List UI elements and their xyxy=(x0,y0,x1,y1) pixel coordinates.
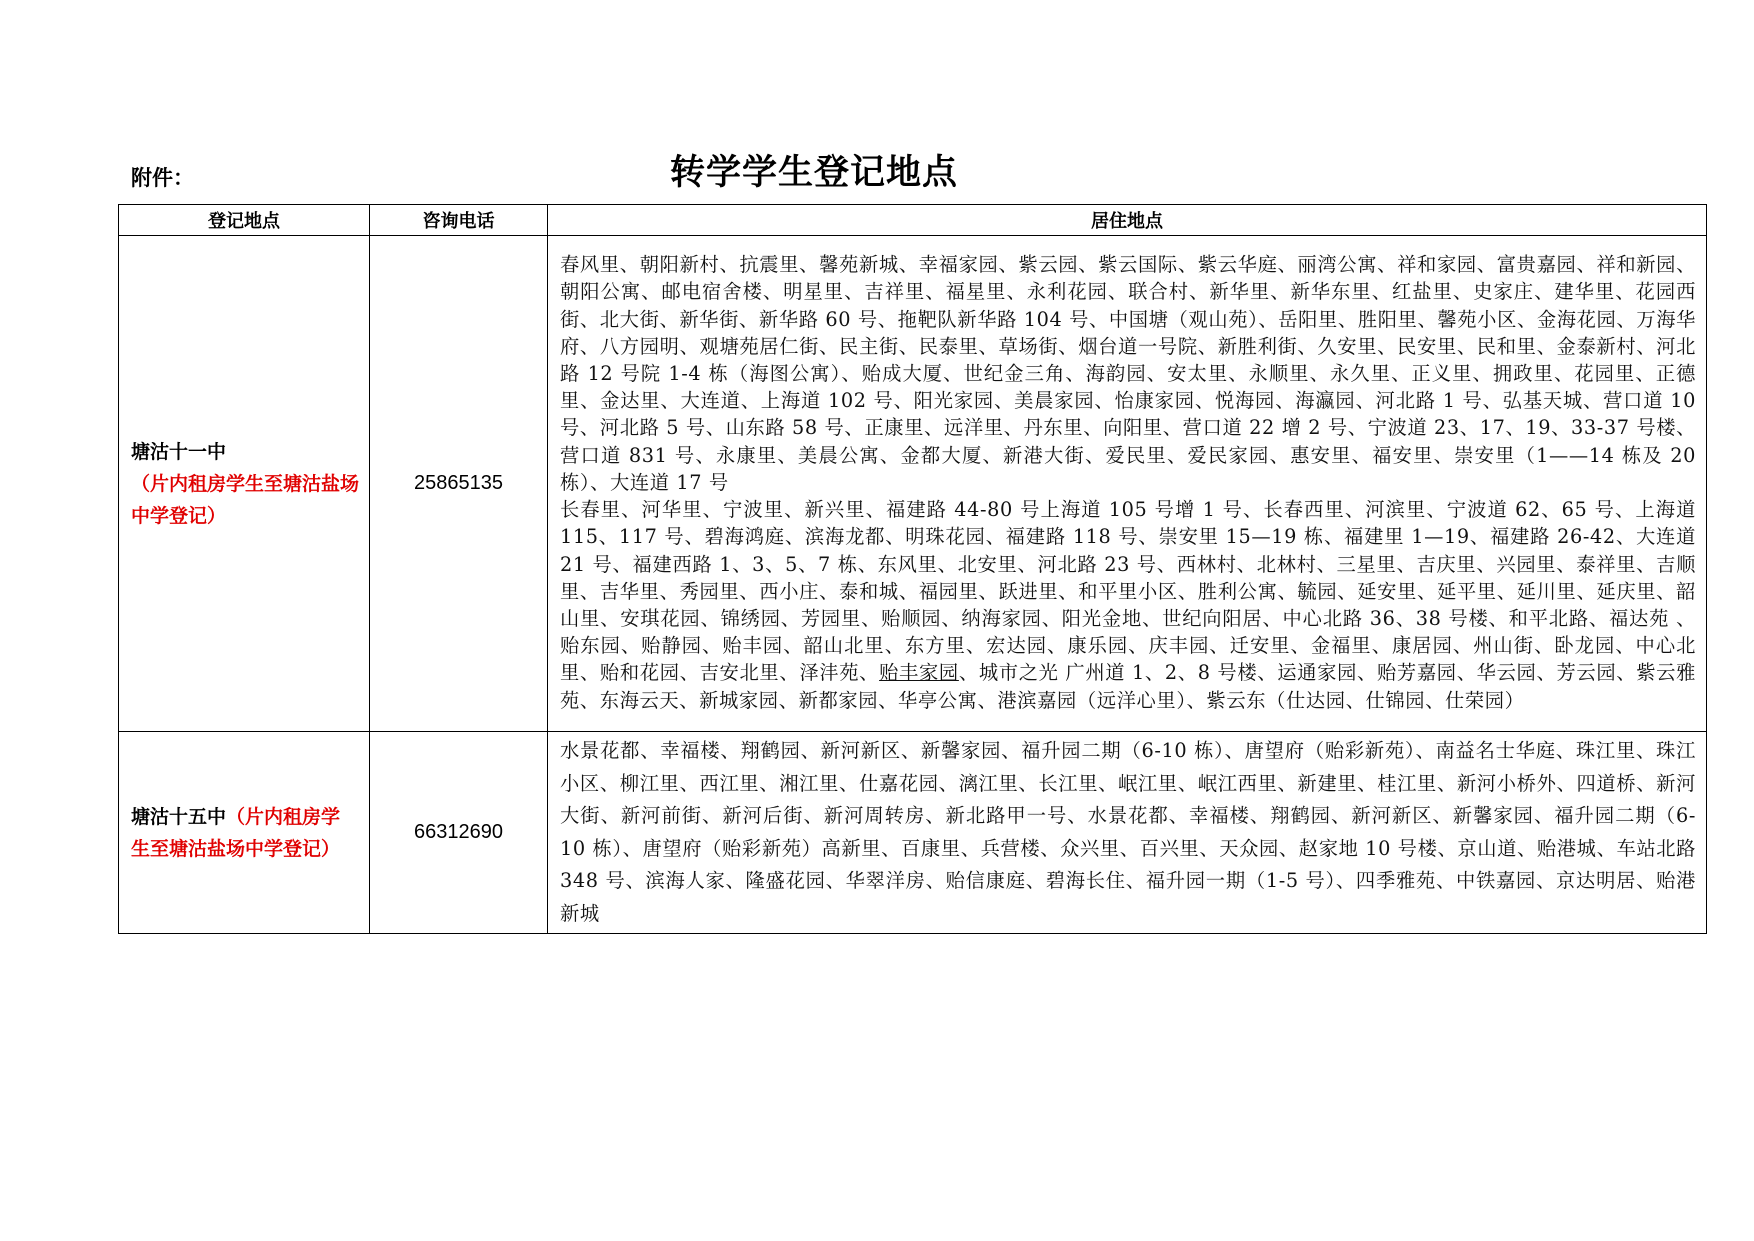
table-header-row xyxy=(119,205,1707,236)
school-name: 塘沽十一中 xyxy=(131,440,227,463)
column-header-residence: 居住地点 xyxy=(548,205,1707,236)
registration-table xyxy=(118,204,1707,934)
address-paragraph: 水景花都、幸福楼、翔鹤园、新河新区、新馨家园、福升园二期（6-10 栋）、唐望府（贻彩新苑）、南益名士华庭、珠江里、珠江小区、柳江里、西江里、湘江里、仕嘉花园、漓江里、长江里、岷江里、岷江西里、新建里、桂江里、新河小桥外、四道桥、新河大街、新河前街、新河后街、新河周转房、新北路甲一号、水景花都、幸福楼、翔鹤园、新河新区、新馨家园、福升园二期（6-10 栋）、唐望府（贻彩新苑）高新里、百康里、兵营楼、众兴里、百兴里、天众园、赵家地 10 号楼、京山道、贻港城、车站北路 348 号、滨海人家、隆盛花园、华翠洋房、贻信康庭、碧海长住、福升园一期（1-5 号）、四季雅苑、中铁嘉园、京达明居、贻港新城 xyxy=(560,739,1696,925)
school-cell xyxy=(119,732,370,934)
attachment-label: 附件： xyxy=(131,166,194,190)
column-header-location: 登记地点 xyxy=(119,205,370,236)
address-text: 、城市之光 广州道 1、2、8 号楼、运通家园、贻芳嘉园、华云园、芳云园、紫云雅苑、东海云天、新城家园、新都家园、华亭公寓、港滨嘉园（远洋心里）、紫云东（仕达园、仕锦园、仕荣园） xyxy=(560,661,1696,712)
address-paragraph xyxy=(560,496,1696,714)
address-paragraph: 春风里、朝阳新村、抗震里、馨苑新城、幸福家园、紫云园、紫云国际、紫云华庭、丽湾公寓、祥和家园、富贵嘉园、祥和新园、朝阳公寓、邮电宿舍楼、明星里、吉祥里、福星里、永利花园、联合村、新华里、新华东里、红盐里、史家庄、建华里、花园西街、北大街、新华街、新华路 60 号、拖靶队新华路 104 号、中国塘（观山苑）、岳阳里、胜阳里、馨苑小区、金海花园、万海华府、八方园明、观塘苑居仁街、民主街、民泰里、草场街、烟台道一号院、新胜利街、久安里、民安里、民和里、金泰新村、河北路 12 号院 1-4 栋（海图公寓）、贻成大厦、世纪金三角、海韵园、安太里、永顺里、永久里、正义里、拥政里、花园里、正德里、金达里、大连道、上海道 102 号、阳光家园、美晨家园、怡康家园、悦海园、海瀛园、河北路 1 号、弘基天城、营口道 10 号、河北路 5 号、山东路 58 号、正康里、远洋里、丹东里、向阳里、营口道 22 增 2 号、宁波道 23、17、19、33-37 号楼、营口道 831 号、永康里、美晨公寓、金都大厦、新港大街、爱民里、爱民家园、惠安里、福安里、崇安里（1——14 栋及 20 栋）、大连道 17 号 xyxy=(560,253,1696,494)
school-cell xyxy=(119,236,370,732)
underlined-address: 贻丰家园 xyxy=(879,661,959,685)
table-row xyxy=(119,732,1707,934)
phone-number: 66312690 xyxy=(370,732,548,934)
column-header-phone: 咨询电话 xyxy=(370,205,548,236)
address-list xyxy=(548,732,1707,934)
address-list xyxy=(548,236,1707,732)
page-title: 转学学生登记地点 xyxy=(670,153,959,193)
school-note: （片内租房学生至塘沽盐场中学登记） xyxy=(131,472,360,527)
school-name: 塘沽十五中 xyxy=(131,805,227,828)
phone-number: 25865135 xyxy=(370,236,548,732)
school-note: （片内租房学生至塘沽盐场中学登记） xyxy=(131,805,341,860)
address-text: 长春里、河华里、宁波里、新兴里、福建路 44-80 号上海道 105 号增 1 号、长春西里、河滨里、宁波道 62、65 号、上海道 115、117 号、碧海鸿庭、滨海龙都、明珠花园、福建路 118 号、崇安里 15—19 栋、福建里 1—19、福建路 26-42、大连道 21 号、福建西路 1、3、5、7 栋、东风里、北安里、河北路 23 号、西林村、北林村、三星里、吉庆里、兴园里、泰祥里、吉顺里、吉华里、秀园里、西小庄、泰和城、福园里、跃进里、和平里小区、胜利公寓、毓园、延安里、延平里、延川里、延庆里、韶山里、安琪花园、锦绣园、芳园里、贻顺园、纳海家园、阳光金地、世纪向阳居、中心北路 36、38 号楼、和平北路、福达苑 、贻东园、贻静园、贻丰园、韶山北里、东方里、宏达园、康乐园、庆丰园、迁安里、金福里、康居园、州山街、卧龙园、中心北里、贻和花园、吉安北里、泽沣苑、 xyxy=(560,498,1696,685)
table-row xyxy=(119,236,1707,732)
